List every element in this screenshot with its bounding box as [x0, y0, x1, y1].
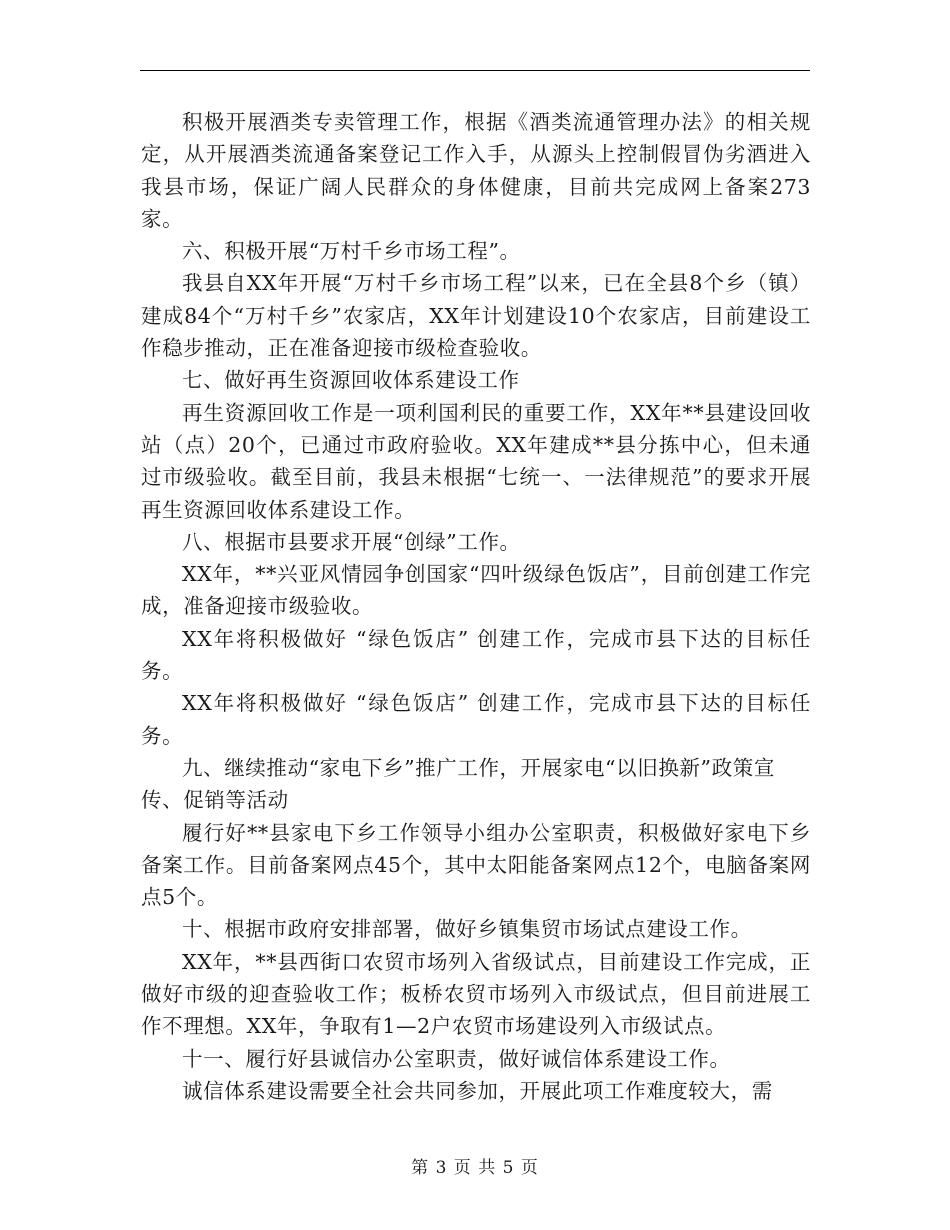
paragraph-6: XX年将积极做好 “绿色饭店” 创建工作，完成市县下达的目标任务。	[141, 691, 811, 748]
paragraph-2: 我县自XX年开展“万村千乡市场工程”以来，已在全县8个乡（镇）建成84个“万村千乡”农家店，XX年计划建设10个农家店，目前建设工作稳步推动，正在准备迎接市级检查验收。	[141, 271, 811, 361]
paragraph-3: 再生资源回收工作是一项利国利民的重要工作，XX年**县建设回收站（点）20个，已通过市政府验收。XX年建成**县分拣中心，但未通过市级验收。截至目前，我县未根据“七统一、一法律规范”的要求开展再生资源回收体系建设工作。	[141, 400, 811, 522]
section-heading-10: 十、根据市政府安排部署，做好乡镇集贸市场试点建设工作。	[182, 917, 752, 942]
document-body	[141, 106, 811, 1107]
paragraph-1: 积极开展酒类专卖管理工作，根据《酒类流通管理办法》的相关规定，从开展酒类流通备案登记工作入手，从源头上控制假冒伪劣酒进入我县市场，保证广阔人民群众的身体健康，目前共完成网上备案273家。	[141, 110, 811, 231]
section-heading-9: 九、继续推动“家电下乡”推广工作，开展家电“以旧换新”政策宣传、促销等活动	[141, 755, 775, 813]
paragraph-9: 诚信体系建设需要全社会共同参加，开展此项工作难度较大，需	[182, 1078, 773, 1103]
section-heading-11: 十一、履行好县诚信办公室职责，做好诚信体系建设工作。	[182, 1046, 731, 1071]
paragraph-7: 履行好**县家电下乡工作领导小组办公室职责，积极做好家电下乡备案工作。目前备案网点45个，其中太阳能备案网点12个，电脑备案网点5个。	[141, 820, 811, 910]
section-heading-6: 六、积极开展“万村千乡市场工程”。	[182, 239, 521, 264]
page-number-footer: 第 3 页 共 5 页	[411, 1158, 539, 1178]
paragraph-4: XX年，**兴亚风情园争创国家“四叶级绿色饭店”，目前创建工作完成，准备迎接市级验收。	[141, 562, 811, 619]
paragraph-5: XX年将积极做好 “绿色饭店” 创建工作，完成市县下达的目标任务。	[141, 626, 811, 684]
paragraph-8: XX年，**县西街口农贸市场列入省级试点，目前建设工作完成，正做好市级的迎查验收工作；板桥农贸市场列入市级试点，但目前进展工作不理想。XX年，争取有1—2户农贸市场建设列入市级试点。	[141, 949, 811, 1039]
section-heading-8: 八、根据市县要求开展“创绿”工作。	[182, 529, 521, 554]
header-rule	[140, 70, 810, 71]
section-heading-7: 七、做好再生资源回收体系建设工作	[182, 368, 520, 393]
